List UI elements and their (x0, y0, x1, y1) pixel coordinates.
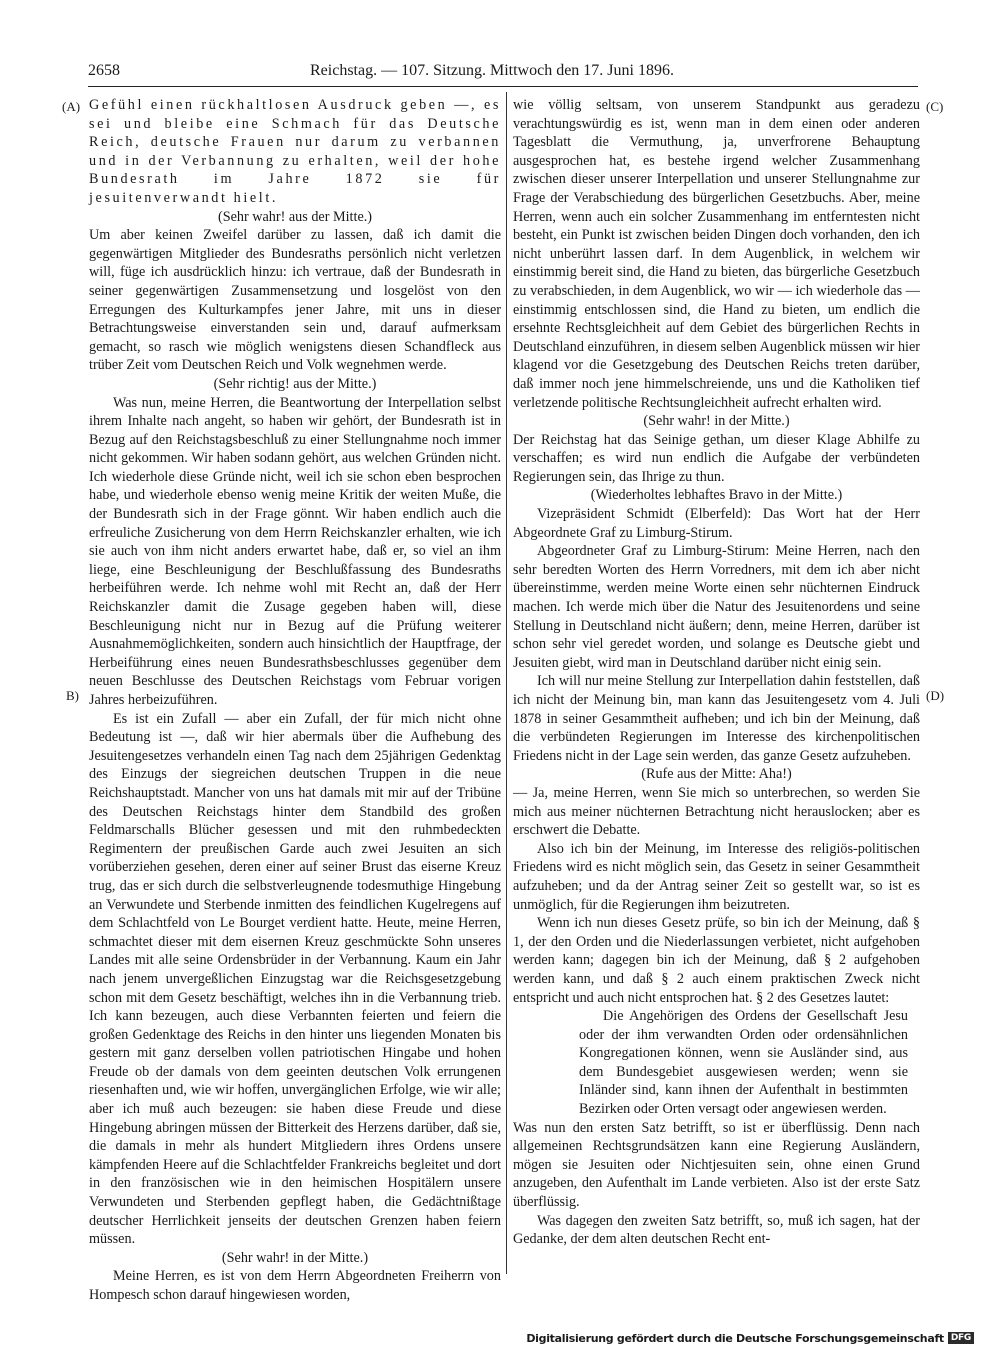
header-rule (88, 86, 918, 87)
dfg-logo: DFG (948, 1332, 974, 1344)
left-paragraph: Es ist ein Zufall — aber ein Zufall, der für mich nicht ohne Bedeutung ist —, daß wir hier abermals über die Aufhebung des Jesuitengesetzes verhandeln einen Tag nach dem 25jährigen Gedenktag des Einzugs der siegreichen deutschen Truppen in die neue Reichshauptstadt. Mancher von uns hat damals mit mir auf der Tribüne des Deutschen Reichstags hinter dem Standbild des großen Feldmarschalls Blücher gesessen und mit den ruhmbedeckten Regimentern der preußischen Garde auch zwei Jesuiten an sich vorüberziehen gesehen, deren einer auf seiner Brust das eiserne Kreuz trug, das er sich durch die selbstverleugnende todesmuthige Hingebung an Verwundete und Sterbende inmitten des feindlichen Kugelregens auf dem Schlachtfeld von Le Bourget verdient hatte. Heute, meine Herren, schmachtet dieser mit dem eisernen Kreuz geschmückte Sohn unseres Landes mit alle seine Ordensbrüder in der Verbannung. Kaum ein Jahr nach jenem unvergeßlichen Einzugstag war die Reichsgesetzgebung schon mit dem Gesetz beschäftigt, welches ihn in die Verbannung trieb. Ich kann bezeugen, auch diese Verbannten feierten und feiern die großen Gedenktage des Reichs in den hinter uns liegenden Monaten bis gestern mit ganz derselben vollen patriotischen Hingabe und hohen Freude ob der damals von dem geeinten deutschen Volk errungenen riesenhaften und, wie wir hoffen, unvergänglichen Erfolge, wie wir alle; aber ich muß auch bezeugen: sie haben diese Freude und diese Hingebung abringen müssen der Bitterkeit des Herzens darüber, daß sie, die damals in mehr als hundert Mitgliedern ihres Ordens unsere kämpfenden Heere auf die Schlachtfelder Frankreichs begleitet und dort in den französischen wie in den heimischen Hospitälern unsere Verwundeten und Sterbenden gepflegt haben, die Gedächtnißtage deutscher Herrlichkeit jenseits der deutschen Grenzen haben feiern müssen. (89, 710, 501, 1248)
right-paragraph: Ich will nur meine Stellung zur Interpellation dahin feststellen, daß ich nicht der Meinung bin, man kann das Jesuitengesetz vom 4. Juli 1878 in seiner Gesammtheit aufheben; und ich bin der Meinung, daß die verbündeten Regierungen im Interesse des kirchenpolitischen Friedens nicht in der Lage sein werden, das ganze Gesetz aufzuheben. (513, 673, 920, 764)
running-title: Reichstag. — 107. Sitzung. Mittwoch den 17. Juni 1896. (310, 62, 674, 79)
right-paragraph: (Sehr wahr! in der Mitte.) (643, 413, 790, 430)
right-paragraph: Also ich bin der Meinung, im Interesse des religiös-politischen Friedens wird es nicht möglich sein, das Gesetz in seiner Gesammtheit aufzuheben; und da der Antrag seiner Zeit so gestellt war, so ist es unmöglich, für die Regierungen ihm beizutreten. (513, 840, 920, 913)
left-column (89, 96, 501, 1305)
right-paragraph: (Rufe aus der Mitte: Aha!) (641, 766, 792, 783)
page-number: 2658 (88, 62, 120, 79)
left-paragraph: (Sehr wahr! in der Mitte.) (221, 1249, 369, 1266)
right-paragraph: Vizepräsident Schmidt (Elberfeld): Das Wort hat der Herr Abgeordnete Graf zu Limburg-Stirum. (513, 506, 920, 541)
right-paragraph: Der Reichstag hat das Seinige gethan, um dieser Klage Abhilfe zu verschaffen; es wird nun endlich die Aufgabe der verbündeten Regierungen sein, das Ihrige zu thun. (513, 431, 920, 485)
page-header (88, 62, 916, 84)
right-paragraph: — Ja, meine Herren, wenn Sie mich so unterbrechen, so werden Sie mich aus meiner nüchternen Betrachtung nicht herauslocken; aber es erschwert die Debatte. (513, 784, 920, 839)
right-paragraph: Wenn ich nun dieses Gesetz prüfe, so bin ich der Meinung, daß § 1, der den Orden und die Niederlassungen verbietet, nicht aufgehoben werden kann; dagegen bin ich der Meinung, daß § 2 aufgehoben werden kann, und daß § 2 auch einem praktischen Zweck nicht entspricht und auch nicht entsprochen hat. § 2 des Gesetzes lautet: (513, 915, 920, 1006)
left-paragraph: Was nun, meine Herren, die Beantwortung der Interpellation selbst ihrem Inhalte nach angeht, so haben wir gehört, der Bundesrath ist in Bezug auf den Reichstagsbeschluß zu einer Stellungnahme noch immer nicht gekommen. Wir haben sodann gehört, aus welchen Gründen nicht. Ich wiederhole diese Gründe nicht, weil ich sie schon eben besprochen habe, und wiederhole ebenso wenig meine Kritik der weiten Muße, die der Bundesrath sich in der Frage gönnt. Wir haben endlich auch die erfreuliche Zusicherung von dem Herrn Reichskanzler erhalten, wie ich sie auch von ihm nicht anders erwartet habe, daß er, so viel an ihm liege, eine Beschleunigung der Beschlußfassung des Bundesraths herbeiführen werde. Ich nehme wohl mit Recht an, daß der Herr Reichskanzler damit die Zusage gegeben haben will, diese Beschleunigung nicht nur in Bezug auf die Prüfung weiterer Ausnahmemöglichkeiten, sondern auch hinsichtlich der Hauptfrage, der Herbeiführung eines neuen Bundesrathsbeschlusses gegenüber dem neuen Beschlusse des Deutschen Reichstags vom Februar vorigen Jahres herbeizuführen. (89, 394, 501, 708)
left-paragraph: (Sehr wahr! aus der Mitte.) (217, 208, 373, 225)
right-paragraph: Was dagegen den zweiten Satz betrifft, so, muß ich sagen, hat der Gedanke, der dem alten deutschen Recht ent- (513, 1212, 920, 1248)
margin-mark-b: B) (66, 688, 79, 703)
right-column (513, 96, 920, 1249)
right-paragraph: Was nun den ersten Satz betrifft, so ist er überflüssig. Denn nach allgemeinen Rechtsgrundsätzen kann eine Regierung Ausländern, mögen sie Jesuiten oder Nichtjesuiten sein, ohne einen Grund anzugeben, den Aufenthalt im Lande verbieten. Also ist der erste Satz überflüssig. (513, 1119, 920, 1211)
right-paragraph: Abgeordneter Graf zu Limburg-Stirum: Meine Herren, nach den sehr beredten Worten des Herrn Vorredners, mit dem ich aber nicht übereinstimme, werden meine Worte einen sehr nüchternen Eindruck machen. Ich werde mich über die Natur des Jesuitenordens und seine Stellung in Deutschland nicht äußern; denn, meine Herren, darüber ist schon sehr viel geredet worden, und solange es Deutsche giebt und Jesuiten giebt, wird man in Deutschland darüber nicht einig sein. (513, 543, 920, 671)
footer (526, 1329, 974, 1347)
right-paragraph: Die Angehörigen des Ordens der Gesellschaft Jesu oder der ihm verwandten Orden oder ordensähnlichen Kongregationen können, wenn sie Ausländer sind, aus dem Bundesgebiet ausgewiesen werden; wenn sie Inländer sind, kann ihnen der Aufenthalt in bestimmten Bezirken oder Orten versagt oder angewiesen werden. (579, 1008, 908, 1118)
margin-mark-d: (D) (926, 688, 945, 703)
right-paragraph: (Wiederholtes lebhaftes Bravo in der Mitte.) (590, 487, 843, 504)
column-divider (506, 92, 507, 1274)
left-paragraph: (Sehr richtig! aus der Mitte.) (213, 375, 377, 392)
left-paragraph: Gefühl einen rückhaltlosen Ausdruck geben —, es sei und bleibe eine Schmach für das Deutsche Reich, deutsche Frauen nur darum zu verbannen und in der Verbannung zu erhalten, weil der hohe Bundesrath im Jahre 1872 sie für jesuitenverwandt hielt. (89, 97, 501, 206)
left-paragraph: Meine Herren, es ist von dem Herrn Abgeordneten Freiherrn von Hompesch schon darauf hingewiesen worden, (89, 1268, 501, 1303)
footer-credit: Digitalisierung gefördert durch die Deutsche Forschungsgemeinschaft (526, 1331, 944, 1345)
left-paragraph: Um aber keinen Zweifel darüber zu lassen, daß ich damit die gegenwärtigen Mitglieder des Bundesraths persönlich nicht verletzen will, füge ich ausdrücklich hinzu: ich vertraue, daß der Bundesrath in seiner gegenwärtigen Zusammensetzung und losgelöst von den Erregungen des Kulturkampfes jener Jahre, mit uns in dieser Betrachtungsweise einverstanden sein und, darauf aufmerksam gemacht, so rasch wie möglich wenigstens diesen Schandfleck aus trüber Zeit vom Deutschen Reich und Volk wegnehmen werde. (89, 227, 501, 374)
margin-mark-c: (C) (926, 99, 944, 114)
margin-mark-a: (A) (62, 99, 81, 114)
right-paragraph: wie völlig seltsam, von unserem Standpunkt aus geradezu verachtungswürdig es ist, wenn man in dem einen oder anderen Tagesblatt die Vermuthung, ja, unverfrorene Behauptung ausgesprochen hat, es bestehe irgend welcher Zusammenhang zwischen dieser unserer Interpellation und unserer Stellungnahme zur Frage der Verabschiedung des bürgerlichen Gesetzbuchs. Aber, meine Herren, wenn auch ein solcher Zusammenhang im entferntesten nicht besteht, ein Punkt ist zwischen beiden Dingen doch vorhanden, den ich nicht unberührt lassen darf. In dem Augenblick, in welchem wir einstimmig bereit sind, die Hand zu bieten, das bürgerliche Gesetzbuch zu verabschieden, in dem Augenblick, wo wir — ich wiederhole das — einstimmig entschlossen sind, die Hand zu bieten, um endlich die ersehnte Rechtsgleichheit auf dem Gebiet des bürgerlichen Rechts in Deutschland einzuführen, in diesem selben Augenblick müssen wir hier klagend vor die Gesetzgebung des Deutschen Reichs treten darüber, daß immer noch jene himmelschreiende, uns und die Katholiken tief verletzende politische Rechtsungleichheit aufrecht erhalten wird. (513, 97, 920, 411)
